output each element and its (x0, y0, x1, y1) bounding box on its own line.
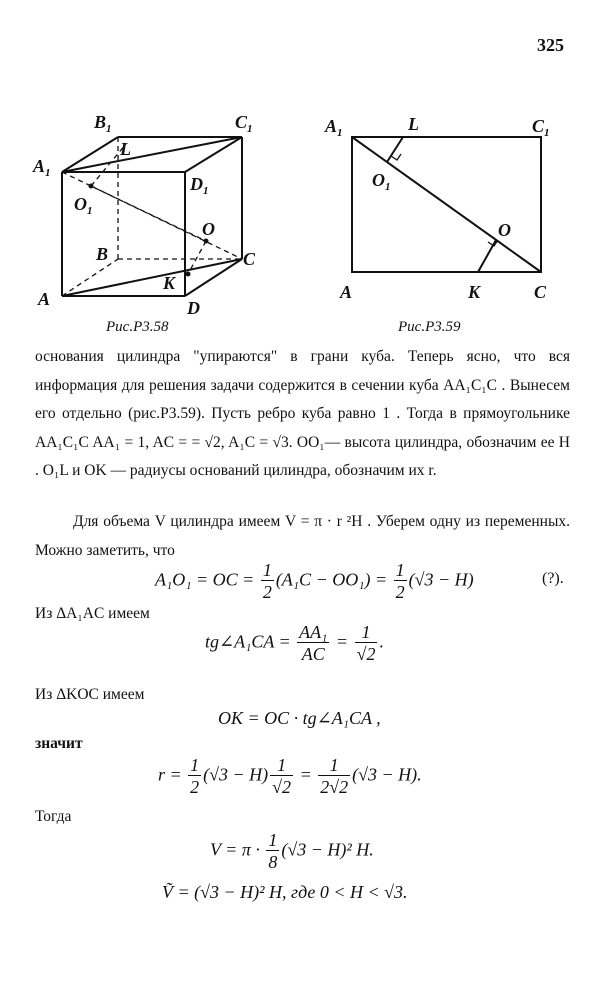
fig1-label-B1: $B_1$ (94, 112, 112, 135)
fig1-label-A1: $A_1$ (33, 156, 51, 179)
fraction-1-sqrt2: $\frac{1}{√2}$ (272, 755, 292, 797)
formula-a1o1 (155, 560, 474, 603)
paragraph-1: основания цилиндра "упираются" в грани куба. Теперь ясно, что вся информация для решения задачи содержится в сечении куба AA₁C₁C . Вынесем его отдельно (рис.Р3.59). Пусть ребро куба равно 1 . Тогда в прямоугольнике AA₁C₁C AA₁ = 1, AC = = √2, A₁C = √3. OO₁— высота цилиндра, обозначим ее H . O₁L и OK — радиусы оснований цилиндра, обозначим их r. (35, 348, 570, 479)
formula-a1o1-right: (√3 − H) (408, 569, 474, 590)
fig1-label-K: K (163, 273, 176, 293)
fig2-label-A: A (340, 282, 353, 302)
formula-r-eq: = (299, 764, 312, 785)
fig1-label-L: L (120, 139, 131, 159)
fraction-half: $\frac{1}{2}$ (190, 755, 200, 797)
formula-v (210, 830, 374, 873)
fig1-label-D: D (187, 298, 200, 318)
fraction-1-2sqrt2: $\frac{1}{2√2}$ (320, 755, 349, 797)
text-iz-koc: Из ΔKOC имеем (35, 686, 145, 703)
fraction-half: $\frac{1}{2}$ (262, 560, 272, 602)
fraction-1-sqrt2: $\frac{1}{√2}$ (356, 622, 376, 664)
formula-tag: (?). (542, 570, 564, 587)
fig2-label-A1: $A_1$ (325, 116, 343, 139)
fig1-label-C1: $C_1$ (235, 112, 253, 135)
page-number: 325 (537, 35, 564, 55)
fig1-label-B: B (96, 244, 109, 264)
formula-a1o1-mid: (A₁C − OO₁) = (275, 569, 388, 590)
fig2-label-L: L (408, 114, 419, 134)
fig1-label-O1: $O_1$ (74, 194, 93, 217)
fig1-label-C: C (243, 249, 256, 269)
text-iz-a1ac: Из ΔA₁AC имеем (35, 605, 150, 622)
fig1-caption: Рис.Р3.58 (106, 319, 169, 335)
formula-a1o1-left: A₁O₁ = OC = (155, 569, 255, 590)
fraction-aa1-ac: $\frac{\text{AA₁}}{AC}$ (299, 622, 328, 664)
formula-ok: OK = OC · tg∠A₁CA , (218, 708, 381, 728)
formula-r-left: r = (158, 764, 182, 785)
fig2-caption: Рис.Р3.59 (398, 319, 461, 335)
formula-v-left: V = π · (210, 839, 260, 860)
paragraph-2: Для объема V цилиндра имеем V = π · r ²H . Уберем одну из переменных. Можно заметить, что (35, 513, 570, 559)
fraction-half: $\frac{1}{2}$ (395, 560, 405, 602)
fig1-label-A: A (38, 289, 51, 309)
formula-tg-left: tg∠A₁CA = (205, 631, 291, 652)
text-togda: Тогда (35, 808, 72, 825)
cube-figure (30, 100, 280, 320)
formula-tg: tg∠A₁CA = $\frac{\text{AA₁}}{AC}$ = $\frac{1}{√2}$ . (205, 622, 384, 664)
text-znachit: значит (35, 735, 83, 752)
formula-r-mid: (√3 − H) (203, 764, 269, 785)
fig2-label-O1: $O_1$ (372, 170, 391, 193)
formula-v-tilde: Ṽ = (√3 − H)² H, где 0 < H < √3. (162, 882, 408, 902)
section-figure (320, 100, 580, 310)
fig2-label-C1: $C_1$ (532, 116, 550, 139)
formula-r-right: (√3 − H). (352, 764, 422, 785)
fraction-1-8: $\frac{1}{8}$ (268, 830, 278, 872)
formula-r (158, 755, 422, 798)
fig2-label-K: K (468, 282, 481, 302)
fig2-label-O: O (498, 220, 511, 240)
formula-v-right: (√3 − H)² H. (281, 839, 374, 860)
fig1-label-O: O (202, 219, 215, 239)
formula-tg-eq: = (335, 631, 349, 652)
fig2-label-C: C (534, 282, 547, 302)
fig1-label-D1: $D_1$ (190, 174, 209, 197)
